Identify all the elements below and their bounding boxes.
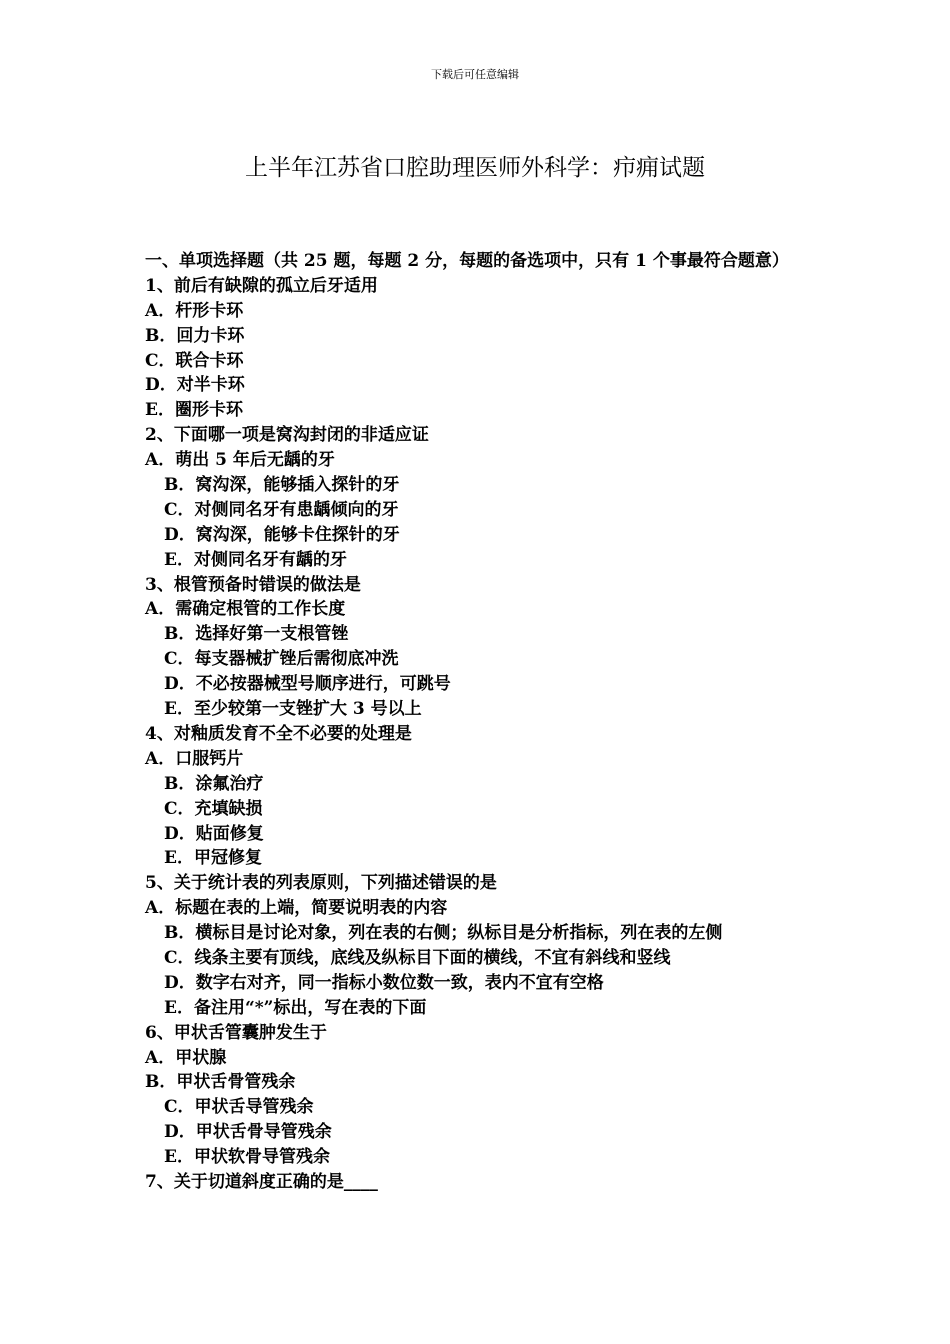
option-6d: D．甲状舌骨导管残余 [164,1122,332,1143]
option-1d: D．对半卡环 [145,375,245,396]
option-3e: E．至少较第一支锉扩大 3 号以上 [164,699,422,720]
section-heading: 一、单项选择题（共 25 题，每题 2 分，每题的备选项中，只有 1 个事最符合题意） [145,251,789,271]
option-1c: C．联合卡环 [145,350,244,371]
option-3a: A．需确定根管的工作长度 [145,599,346,620]
option-3d: D．不必按器械型号顺序进行，可跳号 [164,674,451,695]
document-body [145,249,825,1195]
option-2c: C．对侧同名牙有患龋倾向的牙 [164,499,399,520]
option-5d: D．数字右对齐，同一指标小数位数一致，表内不宜有空格 [164,972,604,993]
option-4b: B．涂氟治疗 [164,773,264,794]
option-2d: D．窝沟深，能够卡住探针的牙 [164,524,400,545]
question-stem-3: 3、根管预备时错误的做法是 [145,574,361,595]
option-2a: A．萌出 5 年后无龋的牙 [145,450,335,471]
option-4d: D．贴面修复 [164,823,264,844]
option-6a: A．甲状腺 [145,1047,227,1068]
option-3b: B．选择好第一支根管锉 [164,624,349,645]
question-stem-2: 2、下面哪一项是窝沟封闭的非适应证 [145,425,429,446]
question-stem-7: 7、关于切道斜度正确的是____ [145,1171,378,1192]
option-5a: A．标题在表的上端，简要说明表的内容 [145,898,448,919]
option-4e: E．甲冠修复 [164,848,262,869]
question-stem-1: 1、前后有缺隙的孤立后牙适用 [145,275,378,296]
option-6c: C．甲状舌导管残余 [164,1097,314,1118]
option-2b: B．窝沟深，能够插入探针的牙 [164,475,400,496]
option-3c: C．每支器械扩锉后需彻底冲洗 [164,649,399,670]
option-6b: B．甲状舌骨管残余 [145,1072,296,1093]
option-4c: C．充填缺损 [164,798,263,819]
option-1a: A．杆形卡环 [145,300,244,321]
option-2e: E．对侧同名牙有龋的牙 [164,549,347,570]
header-note: 下载后可任意编辑 [431,68,519,81]
option-5e: E．备注用“*”标出，写在表的下面 [164,997,427,1018]
document-title: 上半年江苏省口腔助理医师外科学：疖痈试题 [245,155,705,181]
option-5b: B．横标目是讨论对象，列在表的右侧；纵标目是分析指标，列在表的左侧 [164,923,723,944]
question-stem-4: 4、对釉质发育不全不必要的处理是 [145,723,412,744]
option-1b: B．回力卡环 [145,325,245,346]
question-stem-5: 5、关于统计表的列表原则，下列描述错误的是 [145,873,497,894]
option-4a: A．口服钙片 [145,748,244,769]
option-6e: E．甲状软骨导管残余 [164,1147,330,1168]
question-stem-6: 6、甲状舌管囊肿发生于 [145,1022,327,1043]
option-5c: C．线条主要有顶线，底线及纵标目下面的横线，不宜有斜线和竖线 [164,947,671,968]
option-1e: E．圈形卡环 [145,400,243,421]
